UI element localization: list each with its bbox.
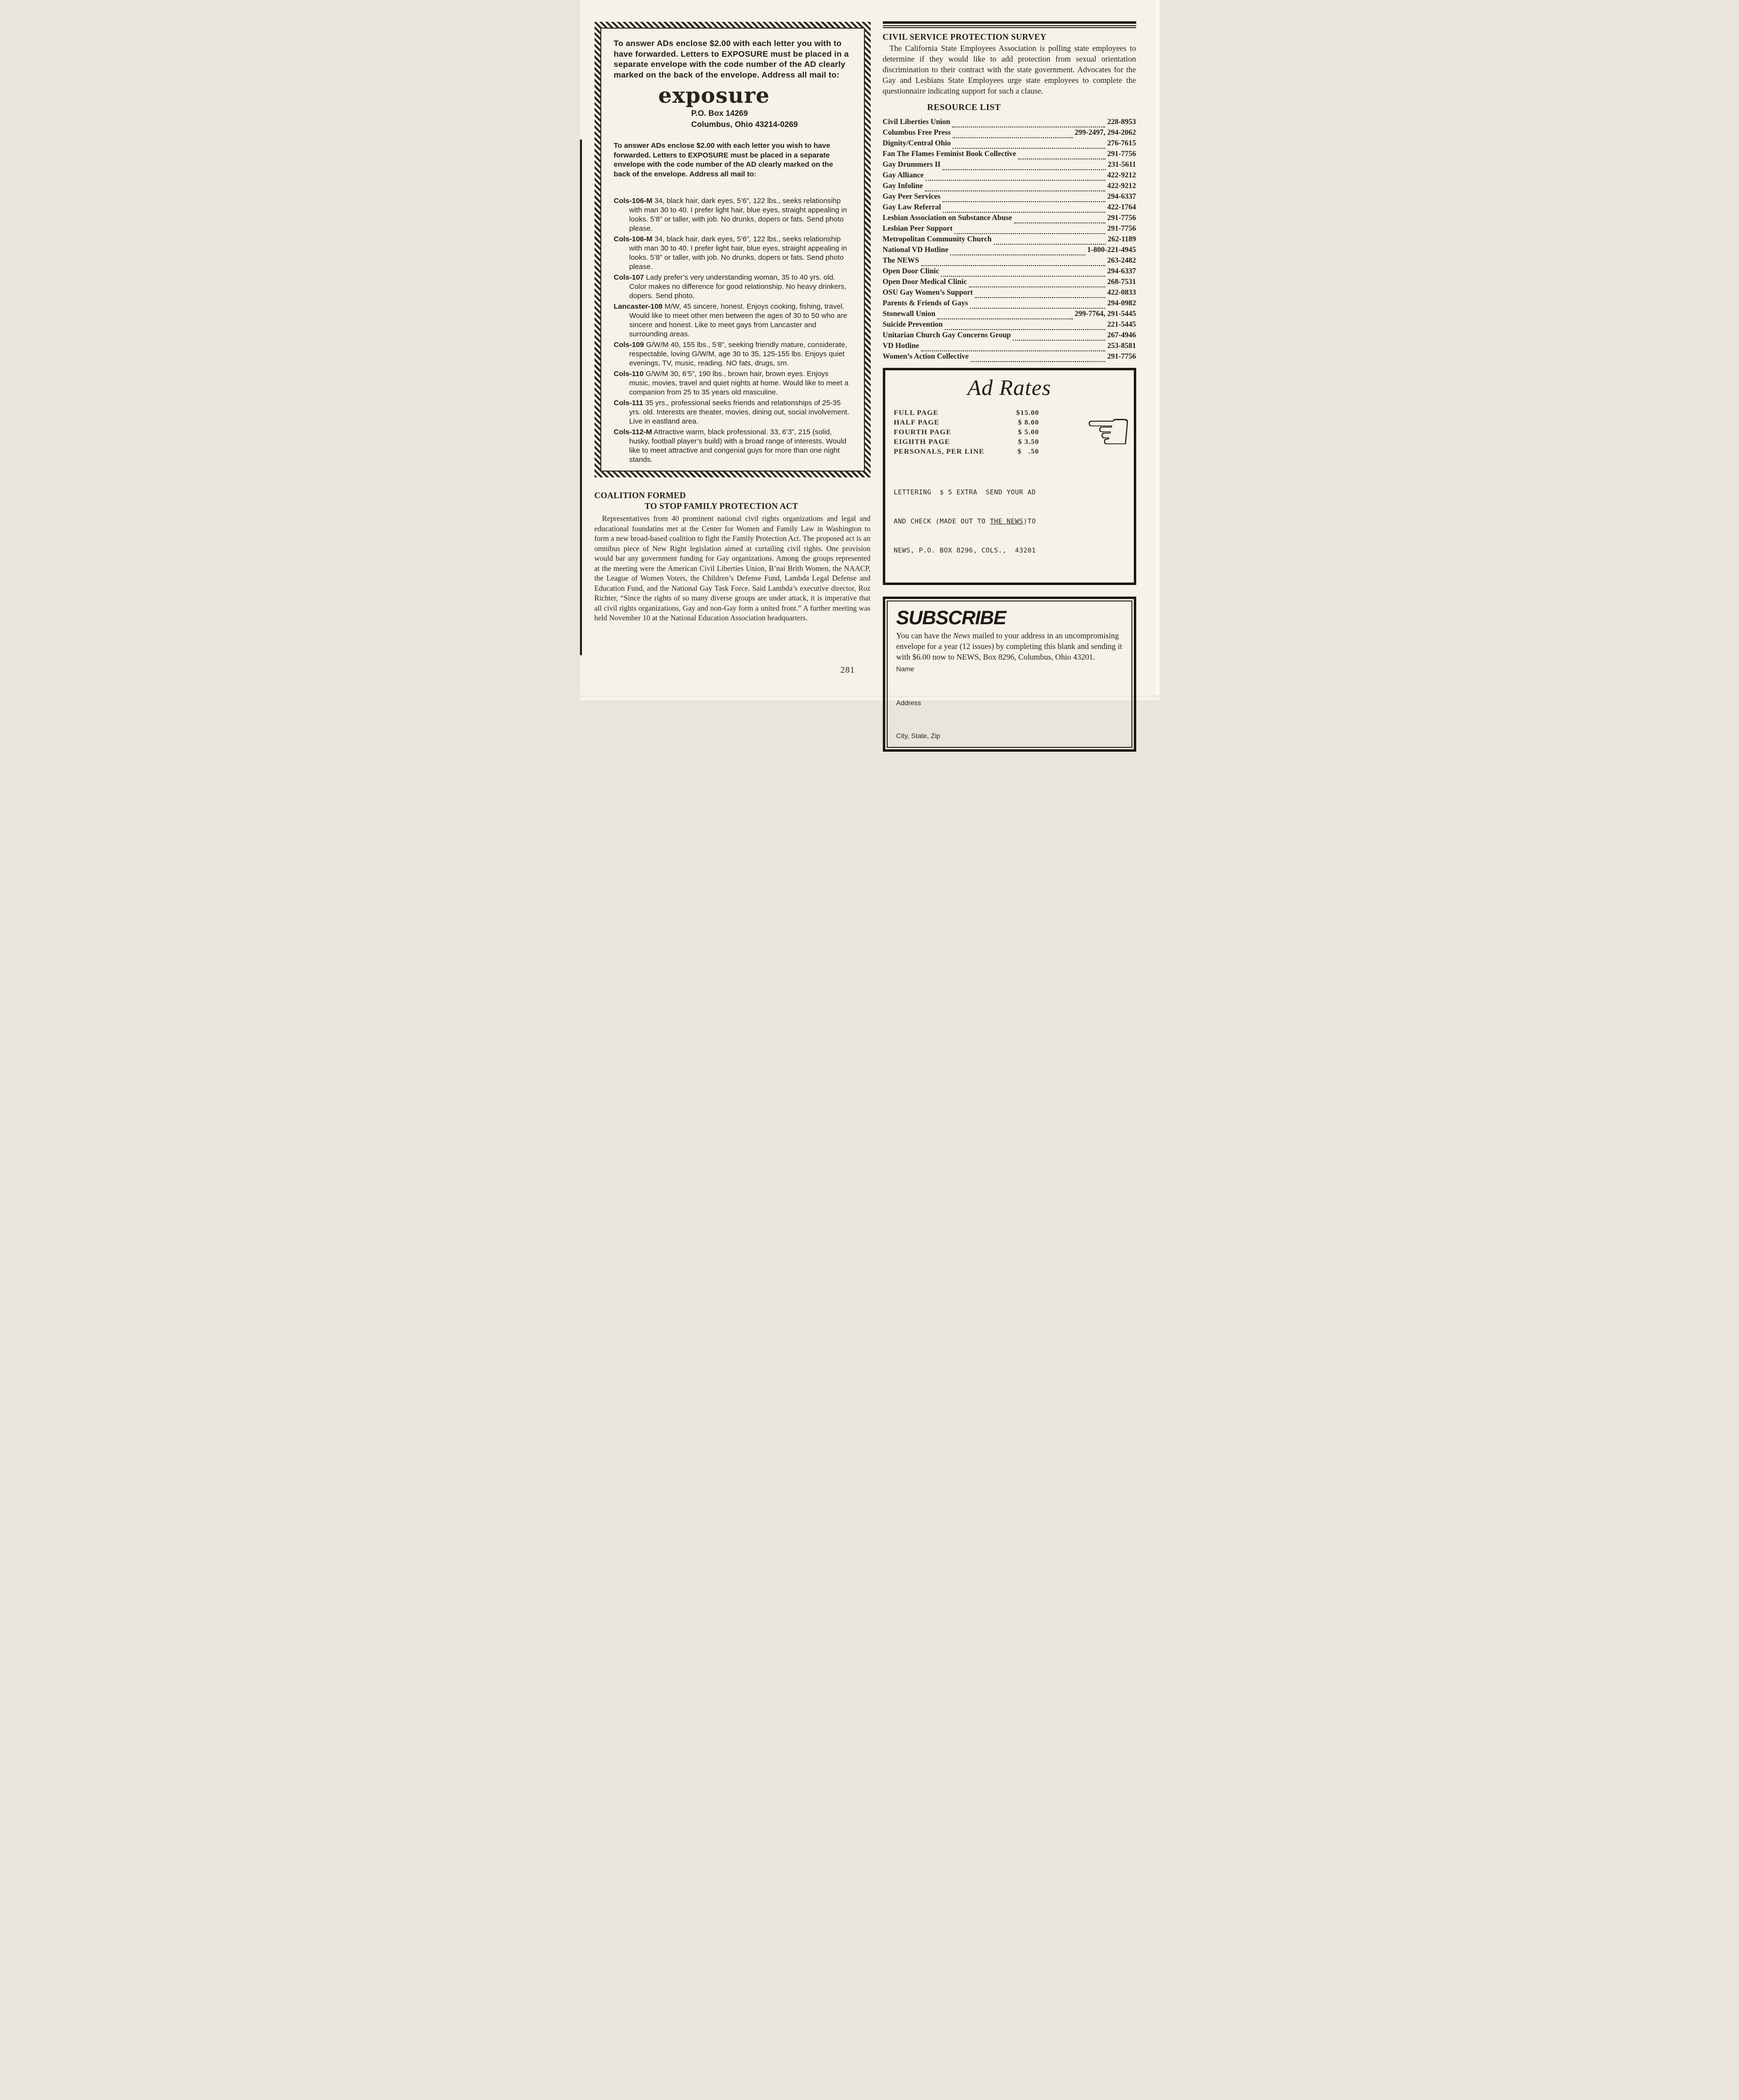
resource-name: National VD Hotline [882, 245, 949, 254]
resource-row [883, 127, 1136, 138]
note-line2-underlined: THE NEWS [989, 517, 1023, 525]
resource-row [883, 223, 1136, 234]
resource-name: Gay Infoline [882, 181, 923, 190]
resource-row [883, 117, 1136, 127]
dot-leader [945, 322, 1105, 330]
dot-leader [937, 312, 1072, 319]
resource-name: Suicide Prevention [882, 320, 943, 329]
coalition-article [595, 490, 871, 624]
resource-phone: 262-1189 [1107, 235, 1136, 243]
resource-name: Fan The Flames Feminist Book Collective [882, 149, 1017, 158]
resource-row [883, 287, 1136, 298]
subscribe-body-post: mailed to your address in an uncompromising envelope for a year (12 issues) by completing this blank and sending it with $6.00 now to NEWS, Box 8296, Columbus, Ohio 43201. [896, 631, 1122, 662]
exposure-ad-box-inner [600, 28, 865, 472]
dot-leader [975, 290, 1105, 298]
ad-text: G/W/M 30, 6’5”, 190 lbs., brown hair, brown eyes. Enjoys music, movies, travel and quiet nights at home. Would like to meet a companion from 25 to 35 years old masculine. [629, 370, 848, 396]
resource-row [883, 255, 1136, 266]
dot-leader [943, 205, 1105, 213]
subscribe-body [896, 631, 1123, 663]
resource-row [883, 202, 1136, 213]
resource-phone: 294-0982 [1107, 299, 1136, 307]
column-top-rule [883, 21, 1136, 28]
coalition-body: Representatives from 40 prominent national civil rights organizations and legal and educational foundatins met at the Center for Women and Family Law in Washington to form a new broad-based coalition to fight the Family Protection Act. The proposed act is an omnibus piece of New Right legislation aimed at curtailing civil rights. One provision would bar any government funding for Gay organizations. Among the groups represented at the meeting were the American Civil Liberties Union, B’nai Brith Women, the NAACP, the League of Women Voters, the Children’s Defense Fund, Lambda Legal Defense and Education Fund, and the National Gay Task Force. Said Lambda’s executive director, Roz Richter, “Since the rights of so many diverse groups are under attack, it is imperative that all civil rights organizations, Gay and non-Gay form a united front.” A further meeting was held November 10 at the National Education Association headquarters. [594, 515, 871, 622]
scan-edge-artifact [580, 140, 582, 655]
dot-leader [921, 344, 1105, 351]
resource-row [883, 351, 1136, 362]
note-line2-post: )TO [1023, 517, 1036, 525]
resource-phone: 299-2497, 294-2062 [1074, 128, 1136, 137]
resource-phone: 276-7615 [1107, 139, 1136, 147]
personal-ad [614, 427, 851, 464]
rate-price: $ 8.00 [1018, 418, 1039, 426]
resource-phone: 263-2482 [1107, 256, 1136, 265]
rate-label: FOURTH PAGE [893, 428, 952, 436]
resource-row [883, 330, 1136, 341]
dot-leader [953, 130, 1073, 138]
resource-row [883, 191, 1136, 202]
resource-row [883, 319, 1136, 330]
ad-rates-table [894, 408, 1039, 457]
resource-row [883, 149, 1136, 159]
ad-code: Cols-107 [613, 273, 644, 282]
subscribe-body-italic: News [953, 631, 971, 640]
dot-leader [921, 258, 1105, 266]
ad-code: Cols-112-M [613, 428, 652, 436]
dot-leader [1018, 152, 1105, 159]
dot-leader [1013, 333, 1105, 341]
ad-rates-note [894, 468, 1125, 575]
ad-code: Cols-111 [613, 399, 643, 407]
resource-name: Gay Peer Services [882, 192, 940, 201]
resource-row [883, 159, 1136, 170]
resource-name: Lesbian Peer Support [882, 224, 953, 233]
dot-leader [942, 194, 1105, 202]
ad-rates-note-line1: LETTERING $ 5 EXTRA SEND YOUR AD [893, 488, 1036, 496]
resource-row [883, 277, 1136, 287]
right-column [883, 21, 1136, 752]
resource-row [883, 341, 1136, 351]
resource-phone: 228-8953 [1107, 117, 1136, 126]
rate-price: $ 5.00 [1018, 428, 1039, 436]
note-line2-pre: AND CHECK (MADE OUT TO [893, 517, 990, 525]
rate-row [894, 427, 1039, 437]
dot-leader [941, 269, 1105, 277]
resource-phone: 253-8581 [1107, 341, 1136, 350]
civil-service-title: CIVIL SERVICE PROTECTION SURVEY [882, 32, 1047, 42]
exposure-ad-box [595, 22, 871, 477]
resource-list [883, 117, 1136, 362]
ad-rates-note-line3: NEWS, P.O. BOX 8296, COLS., 43201 [893, 546, 1036, 554]
dot-leader [925, 173, 1105, 181]
page-number: 281 [840, 665, 855, 675]
city-state-zip-field-label: City, State, Zip [896, 731, 940, 740]
rate-row [894, 437, 1039, 447]
ad-code: Lancaster-108 [613, 302, 663, 311]
subscribe-box-inner [887, 600, 1132, 748]
resource-phone: 1-800-221-4945 [1087, 245, 1136, 254]
resource-name: Dignity/Central Ohio [882, 139, 951, 147]
ad-text: 34, black hair, dark eyes, 5’6”, 122 lbs., seeks relationsihp with man 30 to 40. I prefer light hair, blue eyes, straight appealing in looks. 5’8” or taller, with job. No drunks, dopers or fats. Send photo please. [629, 197, 847, 233]
ad-code: Cols-110 [613, 370, 644, 378]
dot-leader [925, 184, 1105, 191]
resource-name: Gay Law Referral [882, 203, 941, 211]
personal-ad [614, 196, 851, 233]
address-field-label: Address [896, 698, 921, 707]
personal-ad [614, 369, 851, 397]
resource-name: Lesbian Association on Substance Abuse [882, 213, 1012, 222]
resource-phone: 291-7756 [1107, 352, 1136, 361]
ad-text: Lady prefer’s very understanding woman, 35 to 40 yrs. old. Color makes no difference for good relationship. No heavy drinkers, dopers. Send photo. [629, 273, 846, 300]
resource-name: Women’s Action Collective [882, 352, 969, 361]
dot-leader [970, 301, 1105, 309]
dot-leader [953, 141, 1105, 149]
exposure-instructions-small: To answer ADs enclose $2.00 with each letter you wish to have forwarded. Letters to EXPOSURE must be placed in a separate envelope with the code number of the AD clearly marked on the back of the envelope. Address all mail to: [613, 142, 833, 178]
resource-name: Metropolitan Community Church [882, 235, 992, 243]
rate-price: $ 3.50 [1018, 438, 1039, 446]
ad-rates-note-line2 [894, 517, 1125, 526]
rate-label: HALF PAGE [893, 418, 940, 426]
resource-phone: 221-5445 [1107, 320, 1136, 329]
ad-code: Cols-109 [613, 341, 644, 349]
rate-row [894, 447, 1039, 457]
rate-label: PERSONALS, PER LINE [893, 447, 985, 456]
dot-leader [1014, 216, 1106, 223]
exposure-address-line2: Columbus, Ohio 43214-0269 [691, 120, 798, 129]
ad-text: Attractive warm, black professional. 33, 6’3”, 215 (solid, husky, football player’s build) with a broad range of interests. Would like to meet attractive and congenial guys for more than one night stands. [629, 428, 846, 464]
dot-leader [969, 280, 1105, 287]
dot-leader [950, 248, 1085, 255]
rate-row [894, 418, 1039, 427]
pointing-hand-icon: ☜ [1084, 399, 1133, 463]
exposure-address-line1: P.O. Box 14269 [691, 109, 748, 118]
resource-name: Open Door Clinic [882, 267, 940, 275]
subscribe-body-pre: You can have the [896, 631, 953, 640]
ad-text: 34, black hair, dark eyes, 5’6”, 122 lbs., seeks relationship with man 30 to 40. I prefer light hair, blue eyes, straight appealing in looks. 5’8” or taller, with job. No drunks, dopers or fats. Send photo please. [629, 235, 847, 271]
resource-name: Parents & Friends of Gays [882, 299, 968, 307]
ad-rates-title: Ad Rates [967, 375, 1051, 400]
personal-ad [614, 340, 851, 368]
dot-leader [955, 226, 1105, 234]
resource-phone: 422-1764 [1107, 203, 1136, 211]
resource-row [883, 298, 1136, 309]
personal-ad [614, 273, 851, 300]
left-column [595, 22, 871, 624]
resource-phone: 291-7756 [1107, 149, 1136, 158]
resource-name: Unitarian Church Gay Concerns Group [882, 331, 1011, 339]
resource-phone: 268-7531 [1107, 277, 1136, 286]
resource-row [883, 234, 1136, 245]
ad-text: M/W, 45 sincere, honest. Enjoys cooking, fishing, travel. Would like to meet other men between the ages of 30 to 50 who are sincere and honest. Like to meet gays from Lancaster and surrounding areas. [629, 302, 847, 338]
rate-price: $15.00 [1016, 409, 1039, 417]
resource-phone: 291-7756 [1107, 213, 1136, 222]
ad-text: 35 yrs., professional seeks friends and relationships of 25-35 yrs. old. Interests are theater, movies, dining out, social involvement. Live in eastland area. [629, 399, 849, 426]
resource-row [883, 181, 1136, 191]
resource-phone: 231-5611 [1107, 160, 1136, 169]
resource-phone: 422-9212 [1107, 171, 1136, 179]
resource-phone: 299-7764, 291-5445 [1074, 309, 1136, 318]
rate-row [894, 408, 1039, 418]
resource-row [883, 138, 1136, 149]
ad-rates-box [883, 368, 1136, 585]
resource-phone: 422-0833 [1107, 288, 1136, 297]
resource-name: Stonewall Union [882, 309, 936, 318]
exposure-logo: exposure [658, 83, 770, 108]
resource-phone: 291-7756 [1107, 224, 1136, 233]
paper-edge [1156, 0, 1159, 700]
resource-name: The NEWS [882, 256, 919, 265]
resource-row [883, 309, 1136, 319]
resource-phone: 294-6337 [1107, 267, 1136, 275]
resource-name: Gay Drummers II [882, 160, 941, 169]
dot-leader [952, 120, 1105, 127]
resource-name: OSU Gay Women’s Support [882, 288, 973, 297]
civil-service-body: The California State Employees Association is polling state employees to determine if they would like to add protection from sexual orientation discrimination to their contract with the state government. Advocates for the Gay and Lesbians State Employees urge state employees to complete the questionnaire indicating support for such a clause. [882, 43, 1136, 95]
coalition-title-line1: COALITION FORMED [594, 490, 686, 500]
dot-leader [994, 237, 1106, 245]
rate-label: EIGHTH PAGE [893, 438, 950, 446]
resource-name: VD Hotline [882, 341, 919, 350]
resource-row [883, 245, 1136, 255]
personal-ad [614, 302, 851, 339]
resource-name: Columbus Free Press [882, 128, 951, 137]
resource-name: Civil Liberties Union [882, 117, 951, 126]
ad-code: Cols-106-M [613, 235, 653, 243]
subscribe-title: SUBSCRIBE [896, 607, 1006, 629]
resource-list-title: RESOURCE LIST [927, 102, 1001, 112]
resource-row [883, 170, 1136, 181]
ad-code: Cols-106-M [613, 197, 653, 205]
resource-phone: 267-4946 [1107, 331, 1136, 339]
resource-name: Open Door Medical Clinic [882, 277, 967, 286]
dot-leader [971, 354, 1105, 362]
name-field-label: Name [896, 664, 914, 673]
personal-ads-list [614, 196, 851, 464]
coalition-title-line2: TO STOP FAMILY PROTECTION ACT [644, 501, 799, 511]
personal-ad [614, 398, 851, 426]
exposure-address [691, 108, 851, 130]
resource-name: Gay Alliance [882, 171, 924, 179]
resource-phone: 422-9212 [1107, 181, 1136, 190]
resource-row [883, 266, 1136, 277]
exposure-instructions-large: To answer ADs enclose $2.00 with each letter you with to have forwarded. Letters to EXPOSURE must be placed in a separate envelope with the code number of the AD clearly marked on the back of the envelope. Address all mail to: [613, 39, 849, 79]
rate-price: $ .50 [1018, 447, 1039, 456]
ad-text: G/W/M 40, 155 lbs., 5’8”, seeking friendly mature, considerate, respectable, loving G/W/M, age 30 to 35, 125-155 lbs. Enjoys quiet evenings, TV, music, reading. NO fats, drugs, sm. [629, 341, 847, 367]
subscribe-box [883, 597, 1136, 752]
resource-row [883, 213, 1136, 223]
scanned-page [580, 0, 1159, 740]
dot-leader [942, 162, 1106, 170]
rate-label: FULL PAGE [893, 409, 939, 417]
personal-ad [614, 235, 851, 271]
resource-phone: 294-6337 [1107, 192, 1136, 201]
